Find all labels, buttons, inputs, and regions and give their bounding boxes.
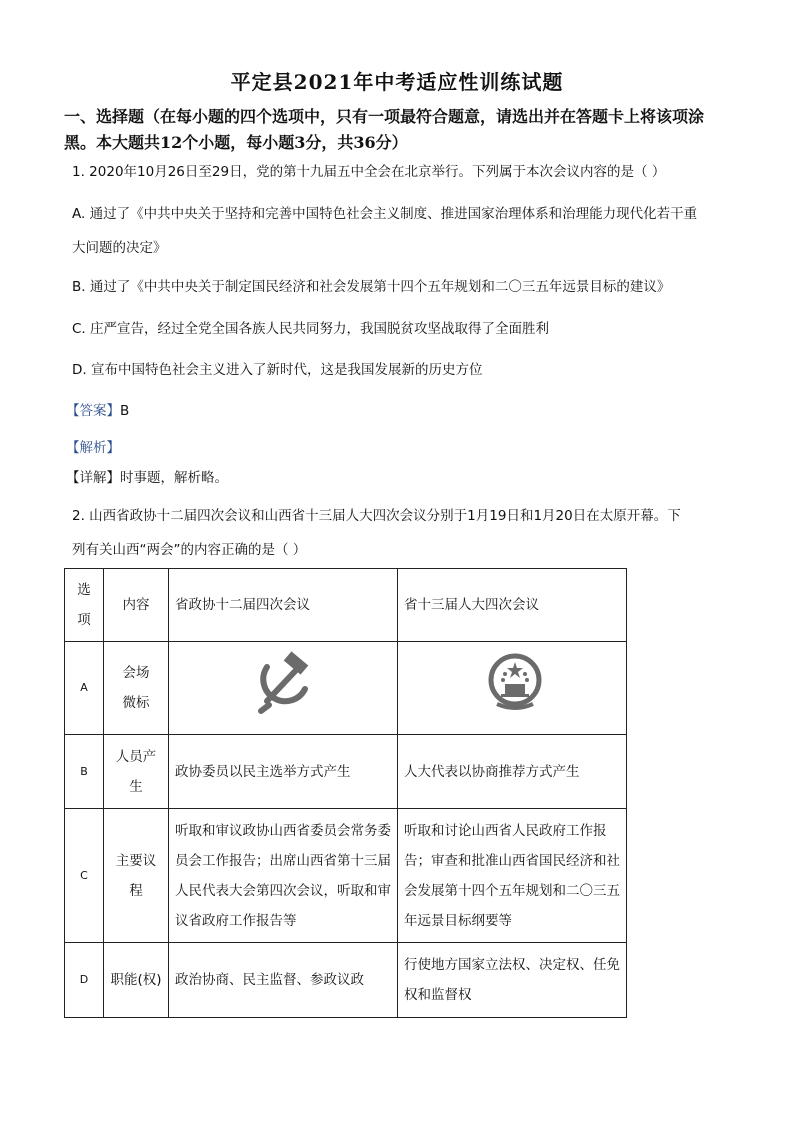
row-left-text: 政治协商、民主监督、参政议政 xyxy=(169,943,398,1018)
table-row xyxy=(65,943,627,1018)
row-left-text: 听取和审议政协山西省委员会常务委员会工作报告；出席山西省第十三届人民代表大会第四次会议，听取和审议省政府工作报告等 xyxy=(169,809,398,943)
row-left-text: 政协委员以民主选举方式产生 xyxy=(169,735,398,809)
q2-options-table xyxy=(64,568,627,1018)
q1-stem: 1. 2020年10月26日至29日，党的第十九届五中全会在北京举行。下列属于本次会议内容的是（ ） xyxy=(72,164,666,180)
header-npc: 省十三届人大四次会议 xyxy=(398,569,627,642)
table-row xyxy=(65,809,627,943)
table-row xyxy=(65,735,627,809)
row-option: C xyxy=(65,809,104,943)
row-right-text: 听取和讨论山西省人民政府工作报告；审查和批准山西省国民经济和社会发展第十四个五年规划和二〇三五年远景目标纲要等 xyxy=(398,809,627,943)
row-content: 人员产生 xyxy=(104,735,169,809)
answer-label: 【答案】 xyxy=(66,403,120,419)
header-cppcc: 省政协十二届四次会议 xyxy=(169,569,398,642)
table-row xyxy=(65,642,627,735)
row-right-text: 人大代表以协商推荐方式产生 xyxy=(398,735,627,809)
header-option: 选项 xyxy=(65,569,104,642)
row-left-emblem xyxy=(169,642,398,735)
row-option: A xyxy=(65,642,104,735)
row-right-emblem xyxy=(398,642,627,735)
q1-option-c: C. 庄严宣告，经过全党全国各族人民共同努力，我国脱贫攻坚战取得了全面胜利 xyxy=(72,321,550,337)
q1-detail xyxy=(66,468,228,488)
row-option: D xyxy=(65,943,104,1018)
q2-stem-line-2: 列有关山西“两会”的内容正确的是（ ） xyxy=(72,542,307,558)
row-content: 主要议程 xyxy=(104,809,169,943)
section-heading-line-2: 黑。本大题共12个小题，每小题3分，共36分） xyxy=(64,133,408,152)
party-emblem-icon xyxy=(249,651,323,715)
q1-answer xyxy=(66,401,129,421)
section-heading-line-1: 一、选择题（在每小题的四个选项中，只有一项最符合题意，请选出并在答题卡上将该项涂 xyxy=(64,107,705,126)
q1-option-a-line-2: 大问题的决定》 xyxy=(72,240,167,256)
row-option: B xyxy=(65,735,104,809)
header-content: 内容 xyxy=(104,569,169,642)
q2-stem-line-1: 2. 山西省政协十二届四次会议和山西省十三届人大四次会议分别于1月19日和1月20日在太原开幕。下 xyxy=(72,508,681,524)
answer-value: B xyxy=(120,403,130,419)
detail-label: 【详解】 xyxy=(66,470,120,486)
analysis-label: 【解析】 xyxy=(66,440,120,456)
table-header-row xyxy=(65,569,627,642)
detail-text: 时事题，解析略。 xyxy=(120,470,228,486)
row-content: 会场微标 xyxy=(104,642,169,735)
q1-analysis xyxy=(66,438,120,458)
page-title: 平定县2021年中考适应性训练试题 xyxy=(230,70,564,94)
row-right-text: 行使地方国家立法权、决定权、任免权和监督权 xyxy=(398,943,627,1018)
q1-option-b: B. 通过了《中共中央关于制定国民经济和社会发展第十四个五年规划和二〇三五年远景目标的建议》 xyxy=(72,279,671,295)
q1-option-a-line-1: A. 通过了《中共中央关于坚持和完善中国特色社会主义制度、推进国家治理体系和治理能力现代化若干重 xyxy=(72,206,698,222)
section-heading xyxy=(64,104,736,156)
row-content: 职能(权) xyxy=(104,943,169,1018)
q1-option-d: D. 宣布中国特色社会主义进入了新时代，这是我国发展新的历史方位 xyxy=(72,362,483,378)
national-emblem-icon xyxy=(483,650,547,716)
